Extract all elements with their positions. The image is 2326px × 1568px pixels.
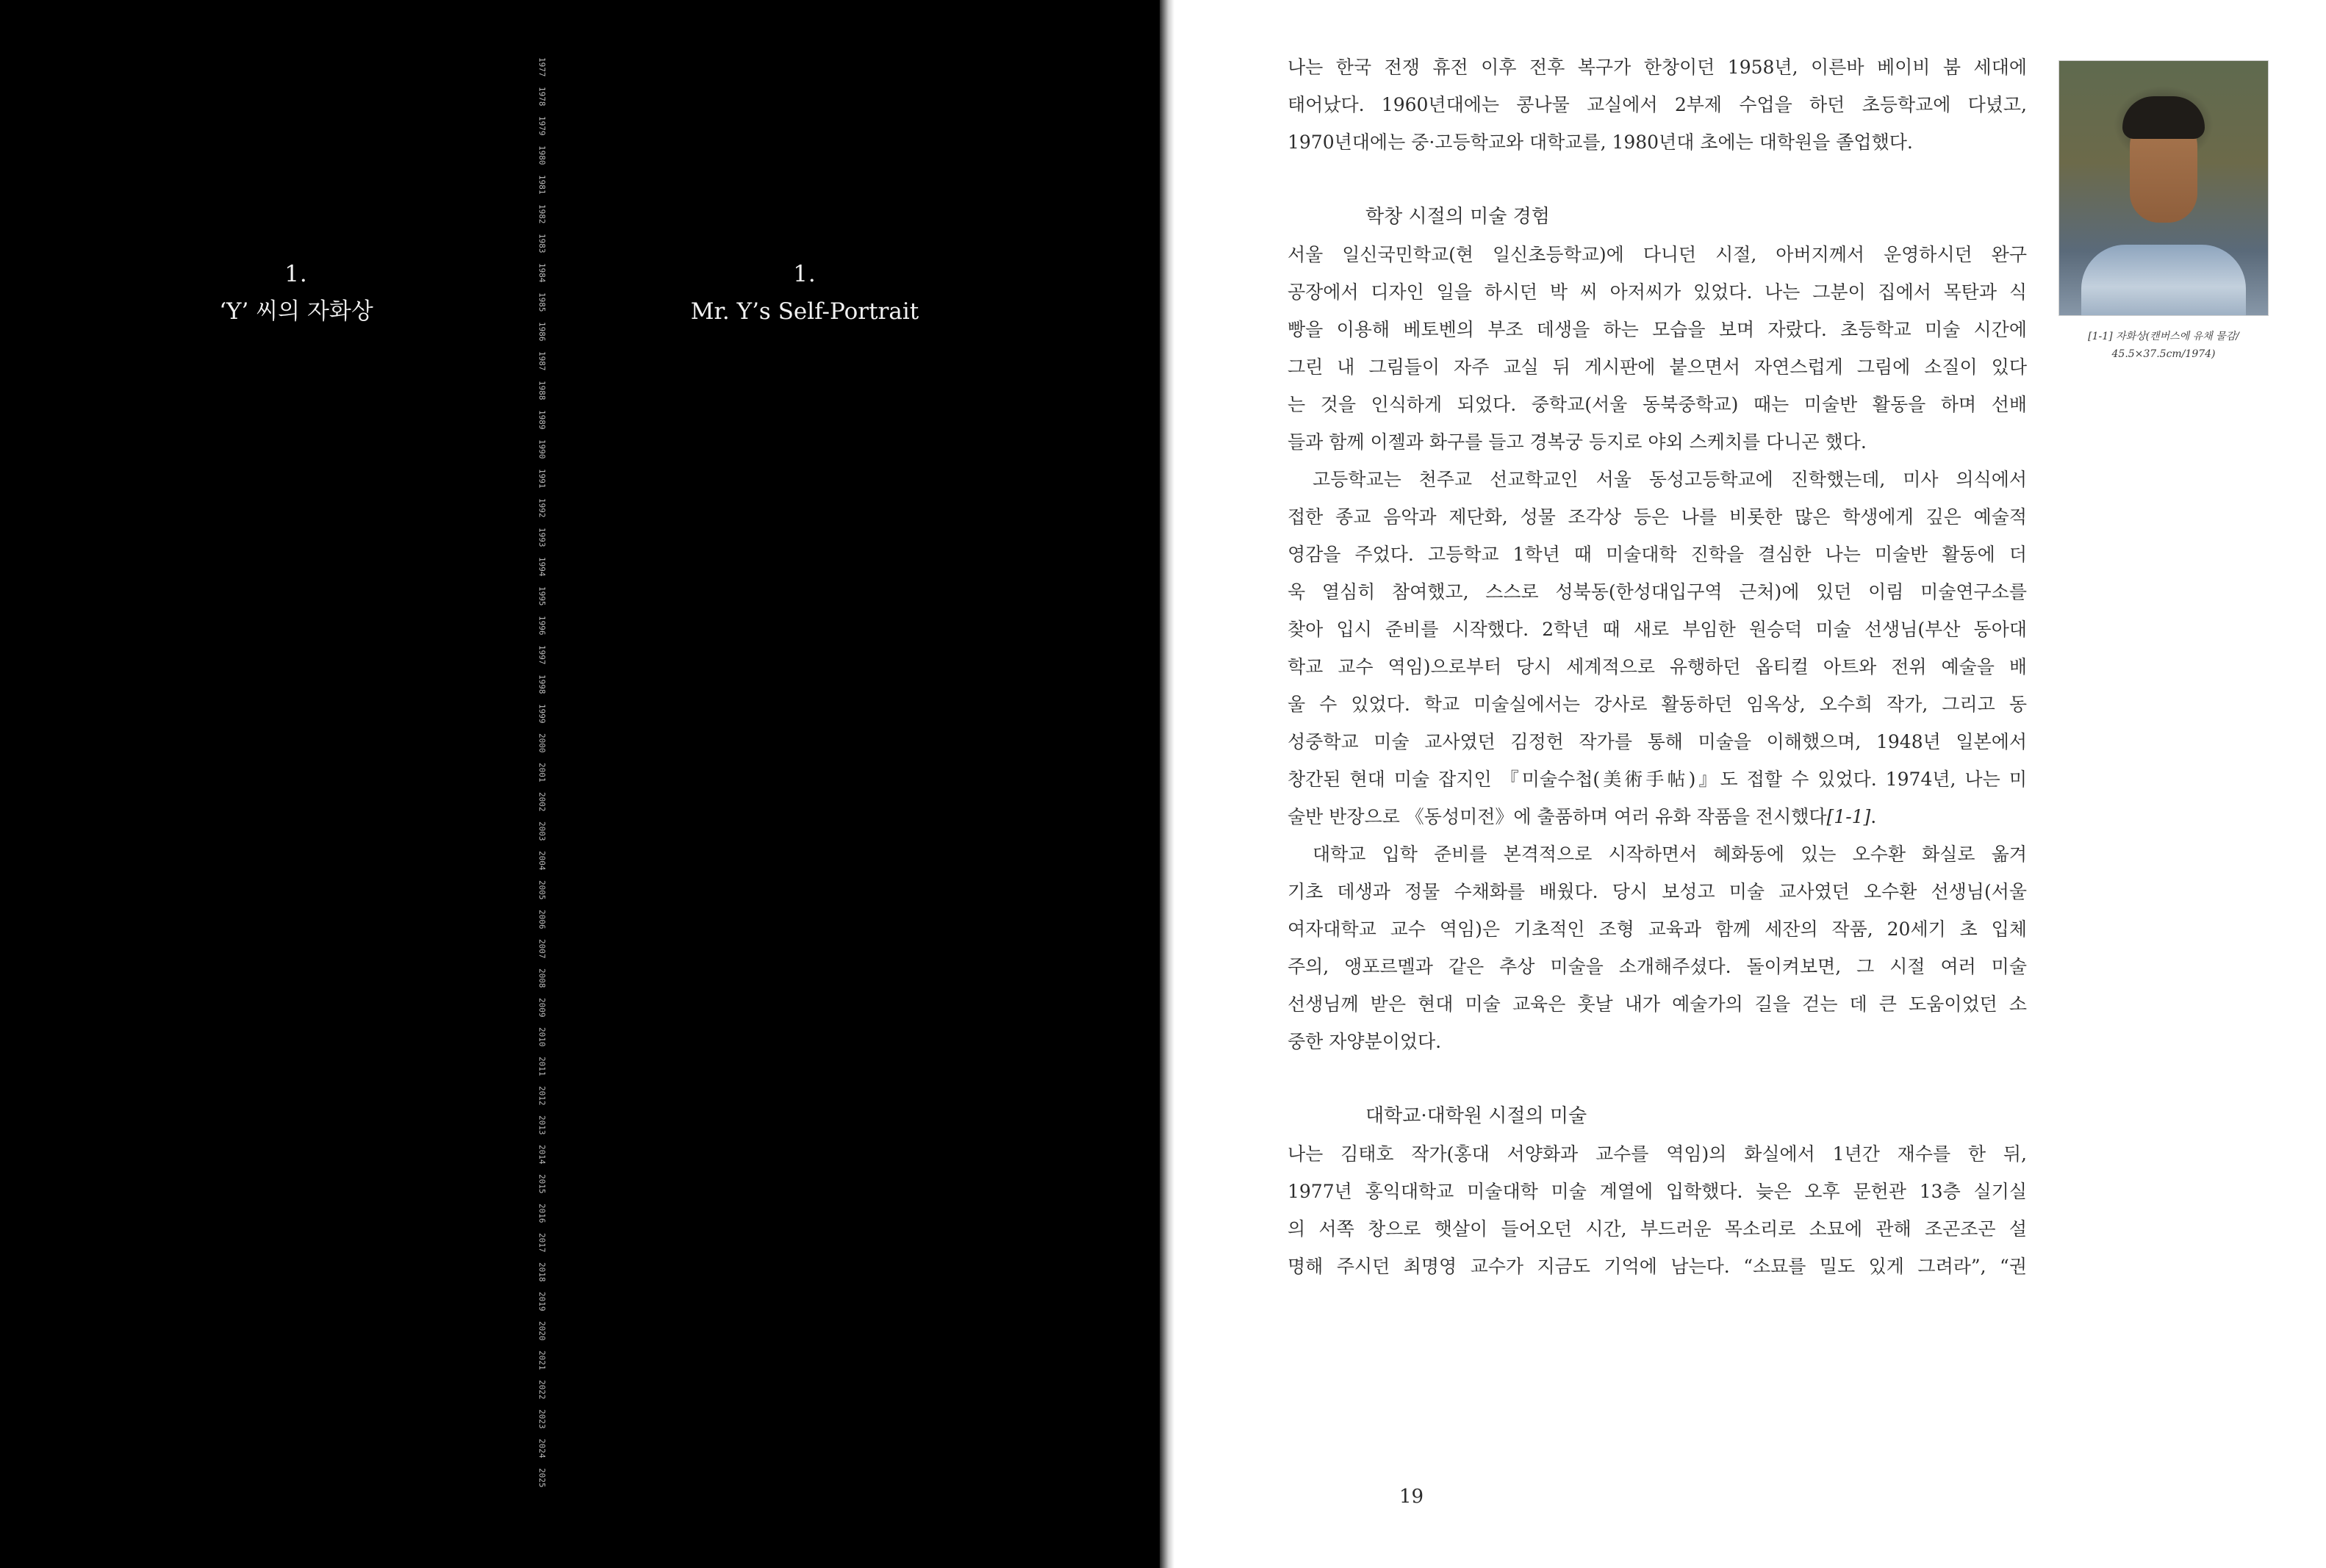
- timeline-year: 1995: [537, 586, 547, 606]
- timeline-year: 1980: [537, 145, 547, 165]
- timeline-year: 2003: [537, 821, 547, 841]
- text-line: 여자대학교 교수 역임)은 기초적인 조형 교육과 함께 세잔의 작품, 20세기 초 입체: [1288, 918, 2027, 940]
- text-line: 나는 한국 전쟁 휴전 이후 전후 복구가 한창이던 1958년, 이른바 베이비 붐 세대에: [1288, 57, 2027, 78]
- text-line: 명해 주시던 최명영 교수가 지금도 기억에 남는다. “소묘를 밀도 있게 그려라”, “권: [1288, 1256, 2027, 1277]
- timeline-year: 2010: [537, 1027, 547, 1047]
- text-line: 나는 김태호 작가(홍대 서양화과 교수를 역임)의 화실에서 1년간 재수를 한 뒤,: [1288, 1143, 2027, 1165]
- page-gutter: [1160, 0, 1174, 1568]
- english-title-block: [584, 259, 1025, 329]
- timeline-year: 1985: [537, 292, 547, 312]
- text-line: 1977년 홍익대학교 미술대학 미술 계열에 입학했다. 늦은 오후 문헌관 13층 실기실: [1288, 1181, 2027, 1202]
- timeline-year: 1988: [537, 381, 547, 400]
- text-line: 중한 자양분이었다.: [1288, 1031, 1442, 1052]
- text-line: 주의, 앵포르멜과 같은 추상 미술을 소개해주셨다. 돌이켜보면, 그 시절 여러 미술: [1288, 956, 2027, 977]
- timeline-year: 1989: [537, 410, 547, 430]
- portrait-shirt: [2081, 245, 2246, 315]
- text-line: 공장에서 디자인 일을 하시던 박 씨 아저씨가 있었다. 나는 그분이 집에서 목탄과 식: [1288, 281, 2027, 303]
- text-line: 창간된 현대 미술 잡지인 『미술수첩(美術手帖)』도 접할 수 있었다. 1974년, 나는 미: [1288, 769, 2027, 790]
- text-line: 대학교 입학 준비를 본격적으로 시작하면서 혜화동에 있는 오수환 화실로 옮겨: [1313, 844, 2027, 865]
- timeline-year: 2018: [537, 1262, 547, 1282]
- timeline-year: 1993: [537, 528, 547, 547]
- body-text: [1288, 48, 2027, 1285]
- year-timeline: [531, 57, 575, 1512]
- chapter-title-english: Mr. Y’s Self-Portrait: [690, 298, 919, 325]
- timeline-year: 2019: [537, 1292, 547, 1312]
- timeline-year: 2024: [537, 1439, 547, 1459]
- text-line: 선생님께 받은 현대 미술 교육은 훗날 내가 예술가의 길을 걷는 데 큰 도움이었던 소: [1288, 993, 2027, 1015]
- timeline-year: 1991: [537, 469, 547, 489]
- timeline-year: 1996: [537, 616, 547, 636]
- timeline-year: 1983: [537, 234, 547, 253]
- timeline-year: 2005: [537, 880, 547, 900]
- figure-caption: [2053, 328, 2274, 363]
- left-page: [0, 0, 1160, 1568]
- timeline-year: 1979: [537, 116, 547, 136]
- text-line: 성중학교 미술 교사였던 김정헌 작가를 통해 미술을 이해했으며, 1948년 일본에서: [1288, 731, 2027, 752]
- text-line: 욱 열심히 참여했고, 스스로 성북동(한성대입구역 근처)에 있던 이림 미술연구소를: [1288, 581, 2027, 603]
- section-heading: 대학교·대학원 시절의 미술: [1365, 1105, 1587, 1127]
- timeline-year: 2009: [537, 998, 547, 1018]
- text-line: 들과 함께 이젤과 화구를 들고 경복궁 등지로 야외 스케치를 다니곤 했다.: [1288, 431, 1867, 453]
- timeline-year: 2014: [537, 1145, 547, 1165]
- timeline-year: 2011: [537, 1057, 547, 1076]
- text-line: 기초 데생과 정물 수채화를 배웠다. 당시 보성고 미술 교사였던 오수환 선생님(서울: [1288, 881, 2027, 902]
- section-heading: 학창 시절의 미술 경험: [1365, 206, 1550, 228]
- paragraph: [1288, 835, 2027, 1060]
- chapter-number: 1.: [284, 261, 308, 287]
- text-line: 서울 일신국민학교(현 일신초등학교)에 다니던 시절, 아버지께서 운영하시던 완구: [1288, 244, 2027, 265]
- text-run: .: [1870, 806, 1877, 827]
- timeline-year: 2002: [537, 792, 547, 812]
- text-line: 고등학교는 천주교 선교학교인 서울 동성고등학교에 진학했는데, 미사 의식에서: [1313, 469, 2027, 490]
- chapter-title-korean: ‘Y’ 씨의 자화상: [219, 298, 373, 325]
- timeline-year: 2022: [537, 1380, 547, 1400]
- timeline-year: 1977: [537, 57, 547, 77]
- timeline-year: 1981: [537, 175, 547, 195]
- text-line: 그린 내 그림들이 자주 교실 뒤 게시판에 붙으면서 자연스럽게 그림에 소질이 있다: [1288, 356, 2027, 378]
- text-line: 접한 종교 음악과 제단화, 성물 조각상 등은 나를 비롯한 많은 학생에게 깊은 예술적: [1288, 506, 2027, 528]
- timeline-year: 1999: [537, 704, 547, 724]
- timeline-year: 2000: [537, 733, 547, 753]
- text-line: 는 것을 인식하게 되었다. 중학교(서울 동북중학교) 때는 미술반 활동을 하며 선배: [1288, 394, 2027, 415]
- text-line: 빵을 이용해 베토벤의 부조 데생을 하는 모습을 보며 자랐다. 초등학교 미술 시간에: [1288, 319, 2027, 340]
- page-number: 19: [1399, 1486, 1424, 1508]
- chapter-number: 1.: [793, 261, 816, 287]
- korean-title-block: [76, 259, 517, 329]
- text-line: 영감을 주었다. 고등학교 1학년 때 미술대학 진학을 결심한 나는 미술반 활동에 더: [1288, 544, 2027, 565]
- timeline-year: 1978: [537, 87, 547, 107]
- paragraph: [1288, 461, 2027, 835]
- timeline-year: 2004: [537, 851, 547, 871]
- timeline-year: 1997: [537, 645, 547, 665]
- timeline-year: 2008: [537, 968, 547, 988]
- timeline-year: 2001: [537, 763, 547, 783]
- timeline-year: 2025: [537, 1468, 547, 1488]
- timeline-year: 2023: [537, 1409, 547, 1429]
- paragraph: [1288, 1135, 2027, 1285]
- timeline-year: 2007: [537, 939, 547, 959]
- portrait-hair: [2122, 96, 2205, 139]
- caption-line: [1-1] 자화상(캔버스에 유채 물감/: [2088, 331, 2239, 342]
- text-run: 술반 반장으로 《동성미전》에 출품하며 여러 유화 작품을 전시했다: [1288, 806, 1827, 827]
- intro-paragraph: [1288, 48, 2027, 161]
- timeline-year: 1998: [537, 675, 547, 694]
- caption-line: 45.5×37.5cm/1974): [2111, 348, 2216, 360]
- timeline-year: 1990: [537, 439, 547, 459]
- timeline-year: 1982: [537, 204, 547, 224]
- timeline-year: 2006: [537, 910, 547, 929]
- text-line: [1288, 798, 2027, 835]
- timeline-year: 2020: [537, 1321, 547, 1341]
- text-line: 1970년대에는 중·고등학교와 대학교를, 1980년대 초에는 대학원을 졸업했다.: [1288, 132, 1913, 153]
- text-line: 찾아 입시 준비를 시작했다. 2학년 때 새로 부임한 원승덕 미술 선생님(부산 동아대: [1288, 619, 2027, 640]
- timeline-year: 2013: [537, 1115, 547, 1135]
- self-portrait-painting: [2058, 60, 2269, 316]
- text-line: 울 수 있었다. 학교 미술실에서는 강사로 활동하던 임옥상, 오수희 작가, 그리고 동: [1288, 694, 2027, 715]
- timeline-year: 1992: [537, 498, 547, 518]
- figure-reference: [1-1]: [1826, 806, 1871, 827]
- timeline-year: 1986: [537, 322, 547, 342]
- timeline-year: 1984: [537, 263, 547, 283]
- timeline-year: 2012: [537, 1086, 547, 1106]
- text-line: 의 서쪽 창으로 햇살이 들어오던 시간, 부드러운 목소리로 소묘에 관해 조곤조곤 설: [1288, 1218, 2027, 1240]
- timeline-year: 2016: [537, 1204, 547, 1223]
- text-line: 태어났다. 1960년대에는 콩나물 교실에서 2부제 수업을 하던 초등학교에 다녔고,: [1288, 94, 2027, 115]
- timeline-year: 1987: [537, 351, 547, 371]
- timeline-year: 2017: [537, 1233, 547, 1253]
- timeline-year: 2021: [537, 1351, 547, 1370]
- right-page: [1174, 0, 2326, 1568]
- timeline-year: 2015: [537, 1174, 547, 1194]
- text-line: 학교 교수 역임)으로부터 당시 세계적으로 유행하던 옵티컬 아트와 전위 예술을 배: [1288, 656, 2027, 677]
- paragraph: [1288, 236, 2027, 461]
- timeline-year: 1994: [537, 557, 547, 577]
